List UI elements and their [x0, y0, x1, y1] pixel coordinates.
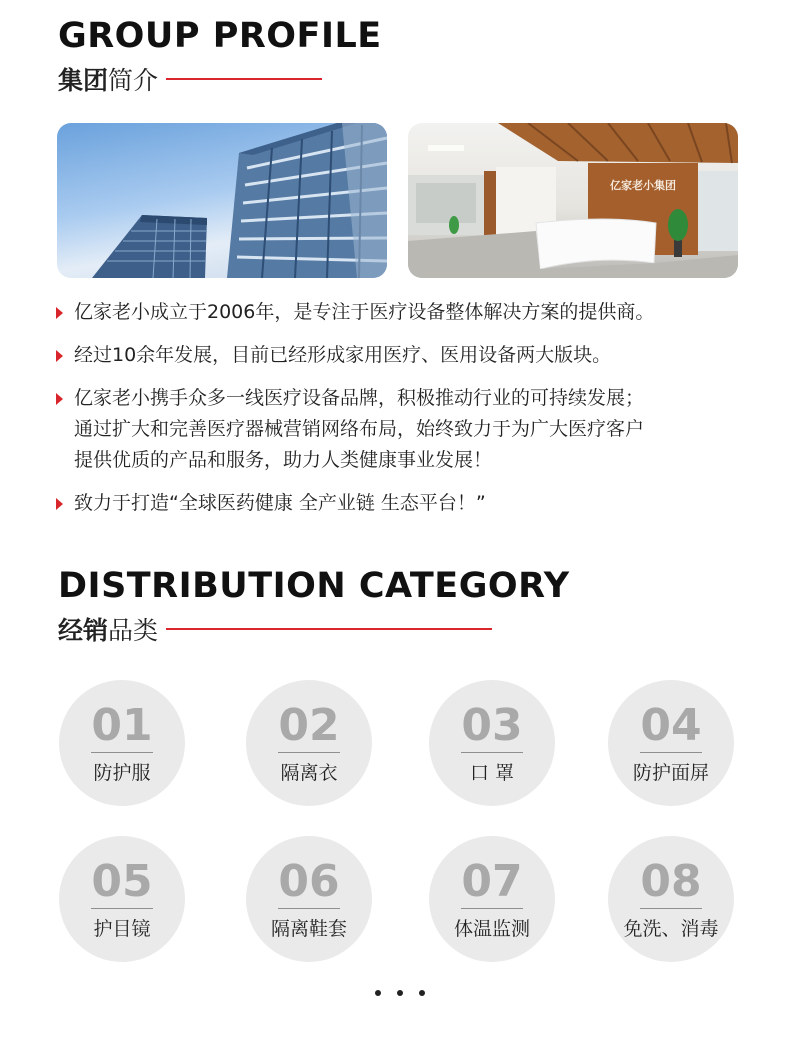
category-item[interactable]	[608, 836, 734, 962]
bullet-line: 致力于打造“全球医药健康 全产业链 生态平台！”	[74, 492, 486, 514]
subtitle-rest: 品类	[108, 616, 159, 645]
category-number: 07	[461, 856, 523, 907]
category-divider	[278, 752, 340, 753]
title-red-rule	[166, 628, 492, 630]
category-item[interactable]	[59, 836, 185, 962]
group-profile-title: GROUP PROFILE	[58, 16, 382, 56]
category-item[interactable]	[59, 680, 185, 806]
subtitle-rest: 简介	[108, 66, 159, 95]
bullet-line: 亿家老小携手众多一线医疗设备品牌，积极推动行业的可持续发展；	[74, 387, 645, 409]
red-arrow-icon	[56, 498, 63, 510]
category-divider	[640, 752, 702, 753]
profile-bullet-list	[56, 297, 756, 531]
bullet-item	[56, 340, 756, 371]
category-divider	[461, 908, 523, 909]
category-label: 护目镜	[93, 918, 151, 940]
category-item[interactable]	[246, 836, 372, 962]
lobby-illustration	[408, 123, 738, 278]
distribution-subtitle	[58, 614, 492, 644]
bullet-line: 提供优质的产品和服务，助力人类健康事业发展！	[74, 449, 493, 471]
bullet-item	[56, 383, 756, 476]
dot	[397, 990, 403, 996]
dot	[375, 990, 381, 996]
building-illustration	[57, 123, 387, 278]
category-divider	[461, 752, 523, 753]
lobby-sign-text: 亿家老小集团	[610, 179, 676, 192]
category-number: 03	[461, 700, 523, 751]
red-arrow-icon	[56, 307, 63, 319]
category-item[interactable]	[608, 680, 734, 806]
category-label: 隔离鞋套	[270, 918, 347, 940]
category-item[interactable]	[429, 680, 555, 806]
category-label: 体温监测	[453, 918, 530, 940]
category-number: 04	[640, 700, 702, 751]
category-number: 01	[91, 700, 153, 751]
building-photo	[57, 123, 387, 278]
category-divider	[91, 908, 153, 909]
category-number: 05	[91, 856, 153, 907]
category-divider	[278, 908, 340, 909]
category-item[interactable]	[429, 836, 555, 962]
lobby-photo	[408, 123, 738, 278]
bullet-line: 经过10余年发展，目前已经形成家用医疗、医用设备两大版块。	[74, 344, 612, 366]
subtitle-strong: 集团	[58, 66, 109, 95]
bullet-item	[56, 297, 756, 328]
bullet-line: 通过扩大和完善医疗器械营销网络布局，始终致力于为广大医疗客户	[74, 418, 645, 440]
bullet-item	[56, 488, 756, 519]
more-dots-icon	[0, 990, 800, 996]
dot	[419, 990, 425, 996]
category-number: 02	[278, 700, 340, 751]
subtitle-strong: 经销	[58, 616, 109, 645]
bullet-line: 亿家老小成立于2006年，是专注于医疗设备整体解决方案的提供商。	[74, 301, 655, 323]
category-label: 防护服	[93, 762, 151, 784]
category-label: 口 罩	[469, 762, 515, 784]
red-arrow-icon	[56, 393, 63, 405]
group-profile-subtitle	[58, 64, 322, 94]
category-label: 免洗、消毒	[623, 918, 719, 940]
category-item[interactable]	[246, 680, 372, 806]
title-red-rule	[166, 78, 322, 80]
red-arrow-icon	[56, 350, 63, 362]
category-label: 防护面屏	[632, 762, 709, 784]
category-divider	[640, 908, 702, 909]
category-label: 隔离衣	[280, 762, 338, 784]
category-number: 06	[278, 856, 340, 907]
category-divider	[91, 752, 153, 753]
category-number: 08	[640, 856, 702, 907]
distribution-title: DISTRIBUTION CATEGORY	[58, 566, 570, 606]
